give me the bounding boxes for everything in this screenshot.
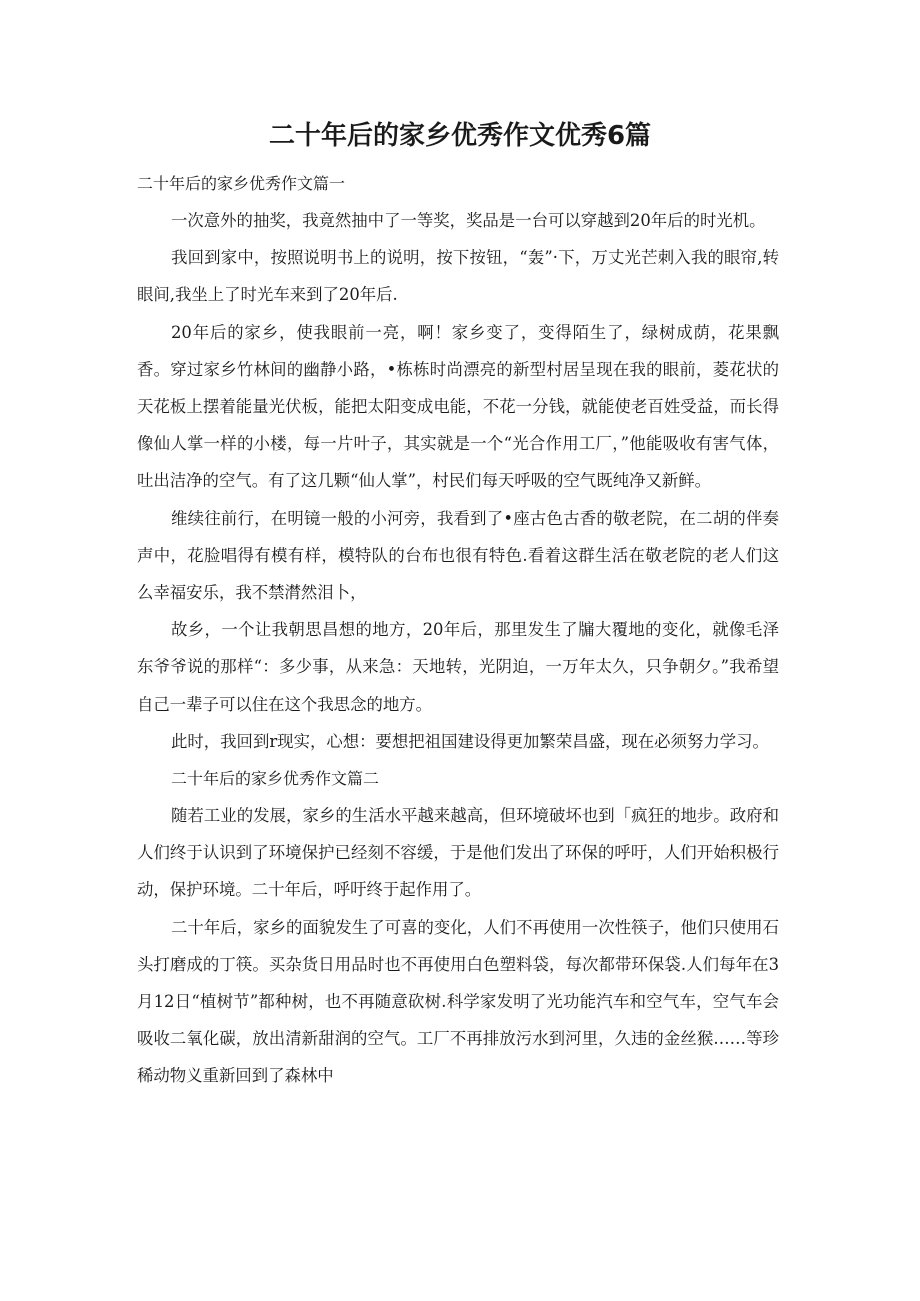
section-heading-1: 二十年后的家乡优秀作文篇一: [137, 174, 346, 193]
paragraph: 一次意外的抽奖，我竟然抽中了一等奖，奖品是一台可以穿越到20年后的时光机。: [171, 211, 766, 230]
section-heading-2: 二十年后的家乡优秀作文篇二: [171, 769, 380, 789]
paragraph: 20年后的家乡，使我眼前一亮，啊！家乡变了，变得陌生了，绿树成荫，花果飘香。穿过家乡竹林间的幽静小路，•栋栋时尚漂亮的新型村居呈现在我的眼前，菱花状的天花板上摆着能量光伏板，能把太阳变成电能，不花一分钱，就能使老百姓受益，而长得像仙人掌一样的小楼，每一片叶子，其实就是一个“光合作用工厂，”他能吸收有害气体，吐出洁净的空气。有了这几颗“仙人掌”，村民们每天呼吸的空气既纯净又新鲜。: [137, 322, 779, 491]
paragraph: 此时，我回到r现实，心想：要想把祖国建设得更加繁荣昌盛，现在必须努力学习。: [171, 731, 769, 751]
paragraph: 我回到家中，按照说明书上的说明，按下按钮，“轰”·下，万丈光芒刺入我的眼帘,转眼间,我坐上了时光车来到了20年后.: [137, 248, 779, 305]
page-title: 二十年后的家乡优秀作文优秀6篇: [268, 121, 652, 151]
paragraph: 维续往前行，在明镜一般的小河旁，我看到了•座古色古香的敬老院，在二胡的伴奏声中，花脸唱得有模有样，模特队的台布也很有特色.看着这群生活在敬老院的老人们这么幸福安乐，我不禁潸然泪卜，: [137, 508, 779, 603]
paragraph: 随若工业的发展，家乡的生活水平越来越高，但环境破坏也到「疯狂的地步。政府和人们终于认识到了环境保护已经刻不容缓，于是他们发出了环保的呼吁，人们开始积极行动，保护环境。二十年后，呼吁终于起作用了。: [137, 806, 779, 900]
paragraph: 二十年后，家乡的面貌发生了可喜的变化，人们不再使用一次性筷子，他们只使用石头打磨成的丁筷。买杂货日用品时也不再使用白色塑料袋，每次都带环保袋.人们每年在3月12日“植树节”都种树，也不再随意砍树.科学家发明了光功能汽车和空气车，空气车会吸收二氧化碳，放出清新甜润的空气。工厂不再排放污水到河里，久违的金丝猴……等珍稀动物义重新回到了森林中: [137, 917, 779, 1086]
paragraph: 故乡，一个让我朝思昌想的地方，20年后，那里发生了牖大覆地的变化，就像毛泽东爷爷说的那样“：多少事，从来急：天地转，光阴迫，一万年太久，只争朝夕。”我希望自己一辈子可以住在这个我思念的地方。: [137, 620, 779, 714]
document-body: [137, 165, 779, 1095]
